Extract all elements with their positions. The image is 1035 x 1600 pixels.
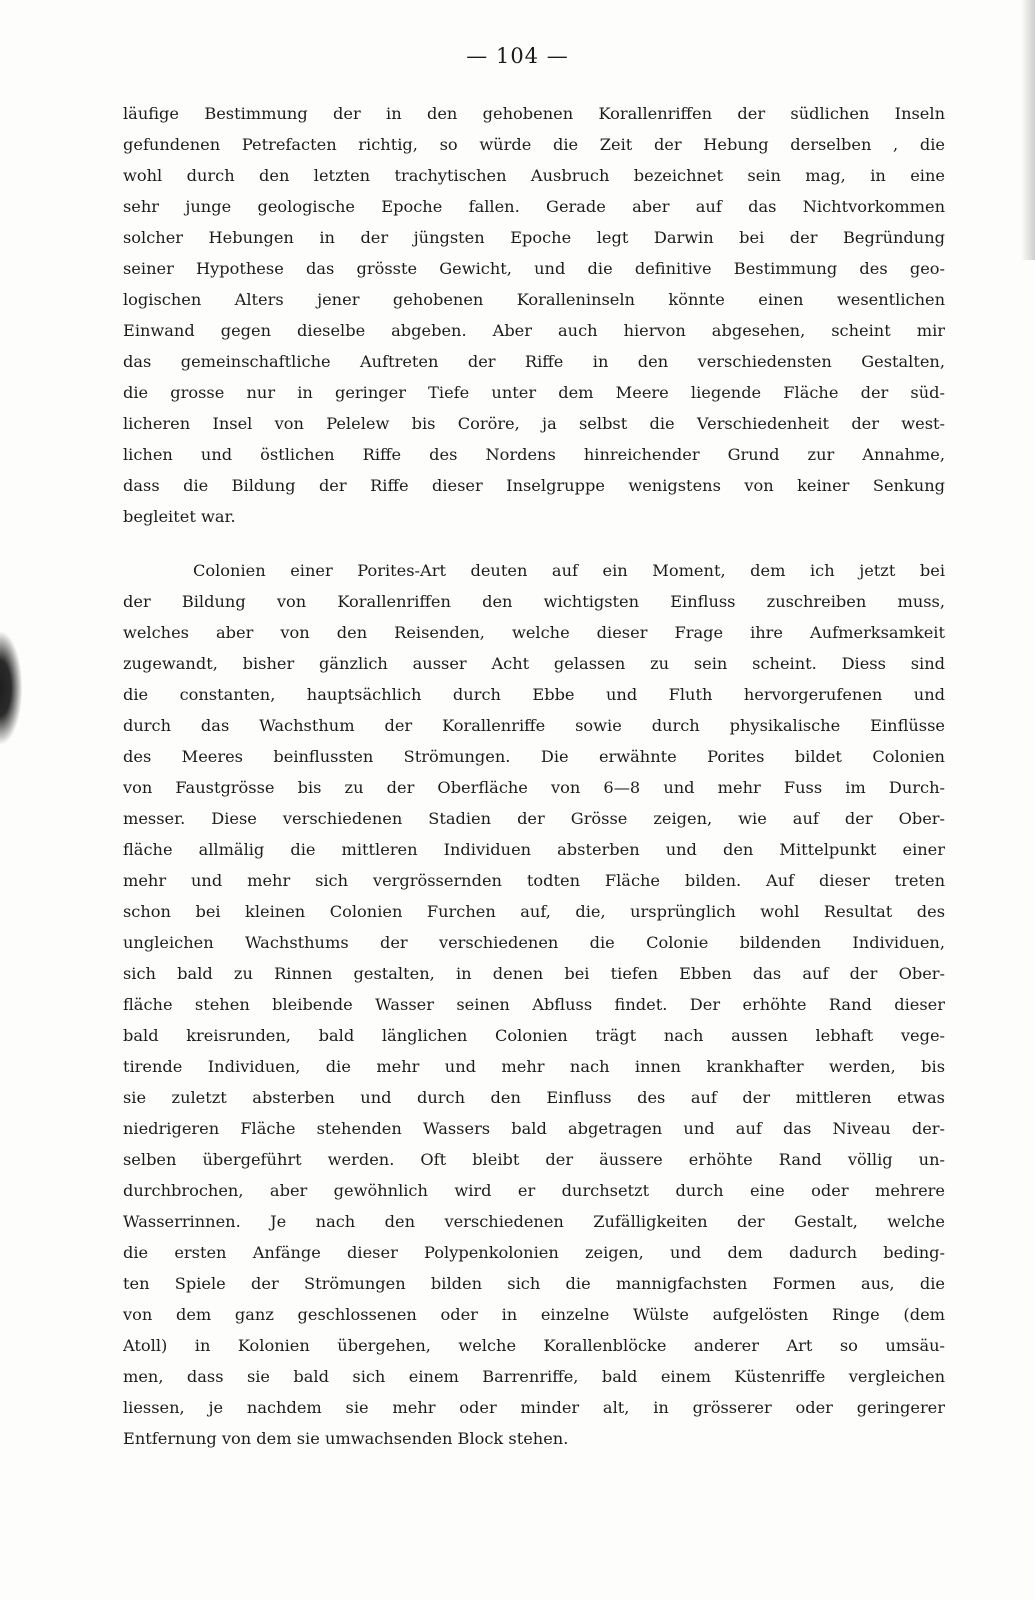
text-line: seiner Hypothese das grösste Gewicht, und die definitive Bestimmung des geo- — [123, 259, 945, 278]
text-line: gefundenen Petrefacten richtig, so würde die Zeit der Hebung derselben , die — [123, 135, 945, 154]
text-line: dass die Bildung der Riffe dieser Inselgruppe wenigstens von keiner Senkung — [123, 476, 945, 495]
text-line: fläche stehen bleibende Wasser seinen Abfluss findet. Der erhöhte Rand dieser — [123, 995, 945, 1014]
text-line: durchbrochen, aber gewöhnlich wird er durchsetzt durch eine oder mehrere — [123, 1181, 945, 1200]
text-line: mehr und mehr sich vergrössernden todten Fläche bilden. Auf dieser treten — [123, 871, 945, 890]
scan-edge-shade — [1021, 0, 1035, 260]
text-line: ungleichen Wachsthums der verschiedenen die Colonie bildenden Individuen, — [123, 933, 945, 952]
text-line: sich bald zu Rinnen gestalten, in denen bei tiefen Ebben das auf der Ober- — [123, 964, 945, 983]
text-line: selben übergeführt werden. Oft bleibt der äussere erhöhte Rand völlig un- — [123, 1150, 945, 1169]
text-line: messer. Diese verschiedenen Stadien der Grösse zeigen, wie auf der Ober- — [123, 809, 945, 828]
text-line: der Bildung von Korallenriffen den wichtigsten Einfluss zuschreiben muss, — [123, 592, 945, 611]
text-line: läufige Bestimmung der in den gehobenen Korallenriffen der südlichen Inseln — [123, 104, 945, 123]
text-line: licheren Insel von Pelelew bis Coröre, ja selbst die Verschiedenheit der west- — [123, 414, 945, 433]
text-line: Einwand gegen dieselbe abgeben. Aber auch hiervon abgesehen, scheint mir — [123, 321, 945, 340]
text-line: die grosse nur in geringer Tiefe unter dem Meere liegende Fläche der süd- — [123, 383, 945, 402]
paragraph-1 — [123, 98, 945, 532]
text-line: ten Spiele der Strömungen bilden sich die mannigfachsten Formen aus, die — [123, 1274, 945, 1293]
text-line: lichen und östlichen Riffe des Nordens hinreichender Grund zur Annahme, — [123, 445, 945, 464]
text-line: wohl durch den letzten trachytischen Ausbruch bezeichnet sein mag, in eine — [123, 166, 945, 185]
text-line: liessen, je nachdem sie mehr oder minder alt, in grösserer oder geringerer — [123, 1398, 945, 1417]
text-line: welches aber von den Reisenden, welche dieser Frage ihre Aufmerksamkeit — [123, 623, 945, 642]
text-line: durch das Wachsthum der Korallenriffe sowie durch physikalische Einflüsse — [123, 716, 945, 735]
text-line: zugewandt, bisher gänzlich ausser Acht gelassen zu sein scheint. Diess sind — [123, 654, 945, 673]
text-line: Colonien einer Porites-Art deuten auf ein Moment, dem ich jetzt bei — [193, 561, 945, 580]
text-line: solcher Hebungen in der jüngsten Epoche legt Darwin bei der Begründung — [123, 228, 945, 247]
text-line: die ersten Anfänge dieser Polypenkolonien zeigen, und dem dadurch beding- — [123, 1243, 945, 1262]
scan-edge-shadow — [0, 632, 22, 744]
text-line: niedrigeren Fläche stehenden Wassers bald abgetragen und auf das Niveau der- — [123, 1119, 945, 1138]
text-line: tirende Individuen, die mehr und mehr nach innen krankhafter werden, bis — [123, 1057, 945, 1076]
text-line: begleitet war. — [123, 507, 236, 526]
text-line: fläche allmälig die mittleren Individuen absterben und den Mittelpunkt einer — [123, 840, 945, 859]
page-number: — 104 — — [466, 44, 569, 68]
text-line: die constanten, hauptsächlich durch Ebbe und Fluth hervorgerufenen und — [123, 685, 945, 704]
text-line: Entfernung von dem sie umwachsenden Block stehen. — [123, 1429, 569, 1448]
text-line: sehr junge geologische Epoche fallen. Gerade aber auf das Nichtvorkommen — [123, 197, 945, 216]
text-line: Atoll) in Kolonien übergehen, welche Korallenblöcke anderer Art so umsäu- — [123, 1336, 945, 1355]
text-line: Wasserrinnen. Je nach den verschiedenen Zufälligkeiten der Gestalt, welche — [123, 1212, 945, 1231]
text-line: schon bei kleinen Colonien Furchen auf, die, ursprünglich wohl Resultat des — [123, 902, 945, 921]
text-line: sie zuletzt absterben und durch den Einfluss des auf der mittleren etwas — [123, 1088, 945, 1107]
text-line: das gemeinschaftliche Auftreten der Riffe in den verschiedensten Gestalten, — [123, 352, 945, 371]
text-line: von dem ganz geschlossenen oder in einzelne Wülste aufgelösten Ringe (dem — [123, 1305, 945, 1324]
text-line: von Faustgrösse bis zu der Oberfläche von 6—8 und mehr Fuss im Durch- — [123, 778, 945, 797]
text-line: bald kreisrunden, bald länglichen Colonien trägt nach aussen lebhaft vege- — [123, 1026, 945, 1045]
text-line: logischen Alters jener gehobenen Koralleninseln könnte einen wesentlichen — [123, 290, 945, 309]
text-line: des Meeres beinflussten Strömungen. Die erwähnte Porites bildet Colonien — [123, 747, 945, 766]
paragraph-2 — [123, 555, 945, 1454]
text-line: men, dass sie bald sich einem Barrenriffe, bald einem Küstenriffe vergleichen — [123, 1367, 945, 1386]
